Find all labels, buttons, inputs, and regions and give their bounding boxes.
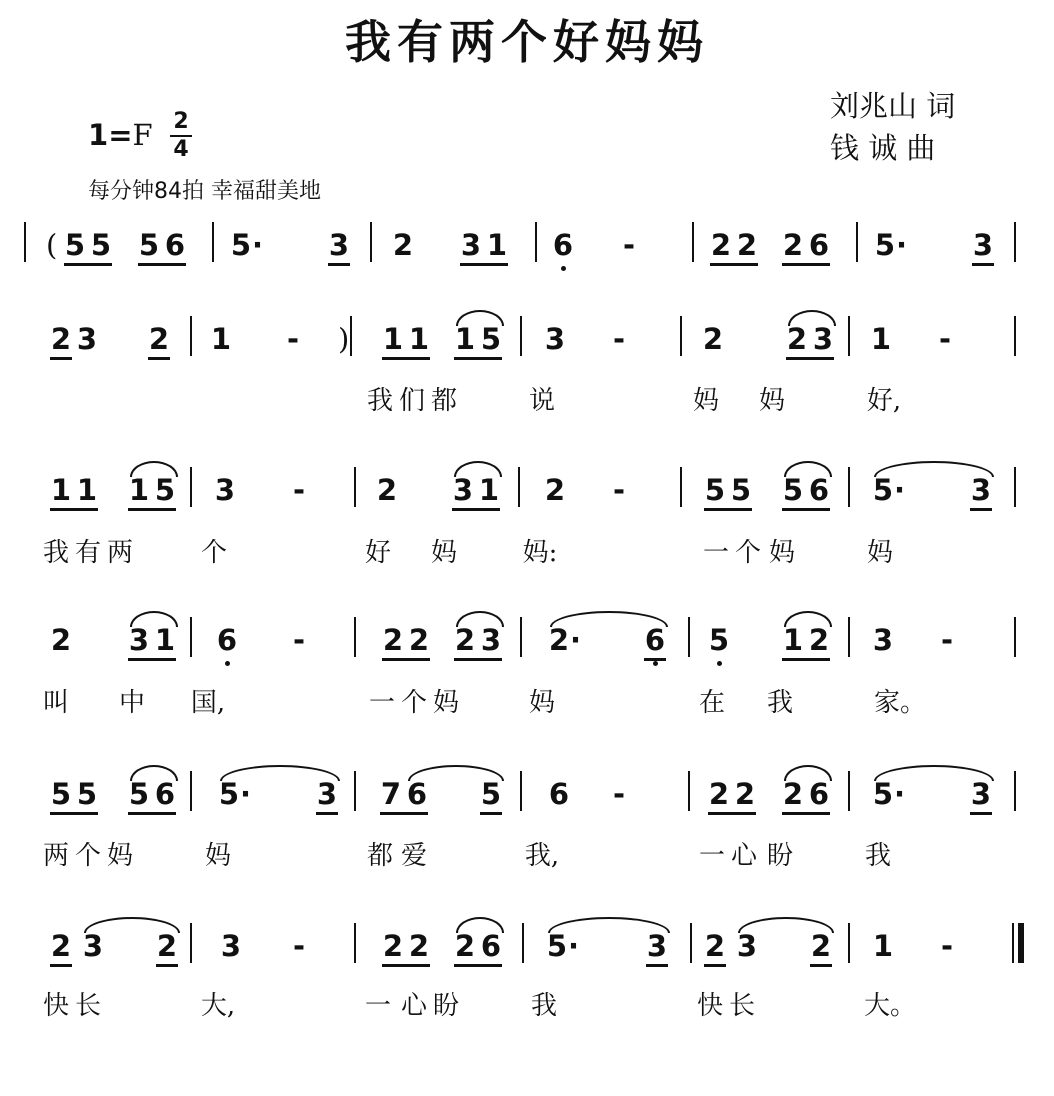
lyric-char: 两 — [106, 538, 133, 568]
jianpu-note: 2 — [50, 929, 72, 963]
underline-beat — [970, 508, 992, 511]
lyric-char: 我 — [864, 841, 891, 871]
final-barline-thin — [1012, 923, 1014, 963]
slur-arc — [220, 765, 340, 781]
jianpu-note: 3 — [76, 322, 98, 356]
extension-dash: - — [940, 623, 954, 657]
jianpu-note: 5 — [128, 777, 150, 811]
jianpu-note: 3 — [214, 473, 236, 507]
lyric-char: 妈 — [106, 841, 133, 871]
underline-beat — [782, 658, 830, 661]
extension-dash: - — [622, 228, 636, 262]
barline — [190, 923, 192, 963]
slur-arc — [456, 611, 504, 627]
jianpu-note: 1 — [50, 473, 72, 507]
lyric-char: 大, — [200, 991, 236, 1021]
jianpu-note: 6 — [164, 228, 186, 262]
jianpu-note: 3 — [646, 929, 668, 963]
jianpu-note: 1 — [408, 322, 430, 356]
jianpu-note: 3 — [972, 228, 994, 262]
underline-beat — [382, 357, 430, 360]
repeat-paren-open: ( — [46, 228, 58, 262]
underline-beat — [704, 964, 726, 967]
barline — [680, 316, 682, 356]
underline-beat — [64, 263, 112, 266]
jianpu-note: 1 — [382, 322, 404, 356]
barline — [190, 617, 192, 657]
slur-arc — [548, 917, 670, 933]
jianpu-note: 5 — [708, 623, 730, 657]
lyric-char: 在 — [698, 688, 725, 718]
barline — [680, 467, 682, 507]
slur-arc — [456, 310, 504, 326]
jianpu-note: 2 — [736, 228, 758, 262]
underline-beat — [972, 263, 994, 266]
lyric-char: 长 — [74, 991, 101, 1021]
jianpu-note: 3 — [82, 929, 104, 963]
jianpu-note: 5 — [230, 228, 252, 262]
underline-beat — [452, 508, 500, 511]
slur-arc — [130, 765, 178, 781]
barline — [520, 316, 522, 356]
augmentation-dot: · — [894, 473, 906, 507]
jianpu-note: 1 — [782, 623, 804, 657]
jianpu-note: 6 — [808, 777, 830, 811]
lyric-char: 有 — [74, 538, 101, 568]
jianpu-note: 5 — [546, 929, 568, 963]
barline — [848, 316, 850, 356]
barline — [350, 316, 352, 356]
underline-beat — [328, 263, 350, 266]
slur-arc — [456, 917, 504, 933]
jianpu-note: 6 — [552, 228, 574, 262]
barline — [518, 467, 520, 507]
barline — [692, 222, 694, 262]
jianpu-note: 2 — [548, 623, 570, 657]
key-note: F — [132, 118, 153, 152]
jianpu-note: 6 — [548, 777, 570, 811]
lyric-char: 中 — [118, 688, 145, 718]
jianpu-note: 6 — [480, 929, 502, 963]
jianpu-note: 2 — [382, 929, 404, 963]
lyric-char: 都 — [366, 841, 393, 871]
slur-arc — [550, 611, 668, 627]
lyric-char: 心 — [730, 841, 757, 871]
lower-octave-dot — [717, 661, 722, 666]
jianpu-note: 1 — [872, 929, 894, 963]
underline-beat — [970, 812, 992, 815]
underline-beat — [480, 812, 502, 815]
barline — [1014, 316, 1016, 356]
jianpu-note: 2 — [734, 777, 756, 811]
barline — [212, 222, 214, 262]
meter-top: 2 — [173, 109, 189, 134]
jianpu-note: 3 — [316, 777, 338, 811]
lyric-char: 盼 — [766, 841, 793, 871]
barline — [848, 771, 850, 811]
lyric-char: 妈 — [432, 688, 459, 718]
underline-beat — [316, 812, 338, 815]
underline-beat — [380, 812, 428, 815]
barline — [354, 617, 356, 657]
lyric-char: 妈 — [528, 688, 555, 718]
barline — [24, 222, 26, 262]
jianpu-note: 3 — [872, 623, 894, 657]
jianpu-note: 5 — [704, 473, 726, 507]
underline-beat — [128, 508, 176, 511]
jianpu-note: 2 — [454, 929, 476, 963]
lyric-char: 两 — [42, 841, 69, 871]
lyric-char: 说 — [528, 386, 555, 416]
lyric-char: 家。 — [874, 688, 927, 718]
lower-octave-dot — [561, 266, 566, 271]
extension-dash: - — [286, 322, 300, 356]
jianpu-note: 2 — [708, 777, 730, 811]
jianpu-note: 2 — [702, 322, 724, 356]
lyric-char: 们 — [398, 386, 425, 416]
lyric-char: 好 — [364, 538, 391, 568]
augmentation-dot: · — [240, 777, 252, 811]
barline — [848, 467, 850, 507]
jianpu-note: 3 — [460, 228, 482, 262]
barline — [190, 771, 192, 811]
jianpu-note: 5 — [154, 473, 176, 507]
lyric-char: 一 — [702, 538, 729, 568]
jianpu-note: 3 — [970, 473, 992, 507]
underline-beat — [148, 357, 170, 360]
slur-arc — [130, 461, 178, 477]
underline-beat — [810, 964, 832, 967]
underline-beat — [382, 964, 430, 967]
jianpu-note: 3 — [970, 777, 992, 811]
jianpu-note: 5 — [90, 228, 112, 262]
slur-arc — [784, 611, 832, 627]
underline-beat — [50, 508, 98, 511]
jianpu-note: 7 — [380, 777, 402, 811]
lyric-char: 妈 — [692, 386, 719, 416]
jianpu-note: 5 — [64, 228, 86, 262]
slur-arc — [130, 611, 178, 627]
lyric-char: 一 — [698, 841, 725, 871]
barline — [370, 222, 372, 262]
jianpu-note: 2 — [156, 929, 178, 963]
barline — [354, 923, 356, 963]
lyric-char: 妈 — [430, 538, 457, 568]
jianpu-note: 2 — [50, 623, 72, 657]
underline-beat — [454, 964, 502, 967]
slur-arc — [738, 917, 834, 933]
lower-octave-dot — [653, 661, 658, 666]
jianpu-note: 5 — [480, 322, 502, 356]
lyric-char: 一 — [368, 688, 395, 718]
jianpu-note: 3 — [220, 929, 242, 963]
jianpu-note: 6 — [406, 777, 428, 811]
barline — [520, 771, 522, 811]
slur-arc — [408, 765, 504, 781]
extension-dash: - — [292, 623, 306, 657]
jianpu-note: 1 — [210, 322, 232, 356]
jianpu-note: 5 — [50, 777, 72, 811]
augmentation-dot: · — [568, 929, 580, 963]
underline-beat — [128, 658, 176, 661]
barline — [690, 923, 692, 963]
extension-dash: - — [938, 322, 952, 356]
jianpu-note: 5 — [874, 228, 896, 262]
lyric-char: 我 — [766, 688, 793, 718]
underline-beat — [138, 263, 186, 266]
jianpu-note: 6 — [216, 623, 238, 657]
jianpu-note: 3 — [128, 623, 150, 657]
extension-dash: - — [940, 929, 954, 963]
lyric-char: 国, — [190, 688, 226, 718]
jianpu-note: 5 — [782, 473, 804, 507]
underline-beat — [782, 812, 830, 815]
jianpu-note: 2 — [454, 623, 476, 657]
barline — [1014, 617, 1016, 657]
augmentation-dot: · — [894, 777, 906, 811]
jianpu-note: 3 — [480, 623, 502, 657]
underline-beat — [782, 508, 830, 511]
jianpu-note: 2 — [782, 228, 804, 262]
composer-credit: 钱 诚 曲 — [830, 131, 936, 165]
lyric-char: 都 — [430, 386, 457, 416]
barline — [535, 222, 537, 262]
jianpu-note: 5 — [76, 777, 98, 811]
lyric-char: 心 — [400, 991, 427, 1021]
barline — [688, 771, 690, 811]
barline — [688, 617, 690, 657]
jianpu-note: 2 — [50, 322, 72, 356]
augmentation-dot: · — [570, 623, 582, 657]
augmentation-dot: · — [896, 228, 908, 262]
underline-beat — [704, 508, 752, 511]
jianpu-note: 2 — [376, 473, 398, 507]
key-degree: 1 — [88, 118, 109, 152]
underline-beat — [128, 812, 176, 815]
jianpu-note: 1 — [454, 322, 476, 356]
lyric-char: 个 — [734, 538, 761, 568]
lyric-char: 盼 — [432, 991, 459, 1021]
lyric-char: 长 — [728, 991, 755, 1021]
jianpu-note: 2 — [544, 473, 566, 507]
lyric-char: 快 — [696, 991, 723, 1021]
extension-dash: - — [612, 473, 626, 507]
slur-arc — [784, 461, 832, 477]
lyric-char: 爱 — [400, 841, 427, 871]
lyric-char: 妈 — [204, 841, 231, 871]
barline — [1014, 222, 1016, 262]
jianpu-note: 2 — [704, 929, 726, 963]
barline — [522, 923, 524, 963]
lyric-char: 妈 — [866, 538, 893, 568]
jianpu-note: 5 — [218, 777, 240, 811]
jianpu-note: 5 — [138, 228, 160, 262]
barline — [848, 923, 850, 963]
jianpu-note: 6 — [644, 623, 666, 657]
jianpu-note: 2 — [810, 929, 832, 963]
lyric-char: 我 — [42, 538, 69, 568]
underline-beat — [708, 812, 756, 815]
underline-beat — [382, 658, 430, 661]
jianpu-note: 2 — [786, 322, 808, 356]
lyric-char: 快 — [42, 991, 69, 1021]
lyric-char: 个 — [400, 688, 427, 718]
repeat-paren-close: ) — [338, 322, 350, 356]
jianpu-note: 1 — [154, 623, 176, 657]
jianpu-note: 6 — [808, 228, 830, 262]
jianpu-note: 2 — [808, 623, 830, 657]
barline — [848, 617, 850, 657]
barline — [190, 316, 192, 356]
jianpu-note: 3 — [328, 228, 350, 262]
song-title: 我有两个好妈妈 — [345, 15, 709, 69]
jianpu-note: 2 — [408, 623, 430, 657]
slur-arc — [784, 765, 832, 781]
lyricist-credit: 刘兆山 词 — [830, 89, 956, 123]
tempo-marking: 每分钟84拍 幸福甜美地 — [88, 179, 321, 204]
extension-dash: - — [292, 473, 306, 507]
lyric-char: 我 — [530, 991, 557, 1021]
underline-beat — [454, 357, 502, 360]
jianpu-note: 5 — [730, 473, 752, 507]
jianpu-note: 2 — [148, 322, 170, 356]
barline — [354, 467, 356, 507]
jianpu-note: 5 — [480, 777, 502, 811]
lyric-char: 叫 — [42, 688, 69, 718]
lyric-char: 一 — [364, 991, 391, 1021]
jianpu-note: 1 — [76, 473, 98, 507]
lower-octave-dot — [225, 661, 230, 666]
final-barline-thick — [1018, 923, 1024, 963]
jianpu-note: 2 — [408, 929, 430, 963]
jianpu-note: 3 — [452, 473, 474, 507]
underline-beat — [50, 964, 72, 967]
slur-arc — [874, 461, 994, 477]
lyric-char: 个 — [74, 841, 101, 871]
underline-beat — [460, 263, 508, 266]
jianpu-note: 3 — [544, 322, 566, 356]
jianpu-note: 1 — [870, 322, 892, 356]
lyric-char: 妈: — [522, 538, 558, 568]
jianpu-note: 6 — [808, 473, 830, 507]
underline-beat — [50, 812, 98, 815]
barline — [1014, 771, 1016, 811]
jianpu-note: 2 — [382, 623, 404, 657]
barline — [1014, 467, 1016, 507]
lyric-char: 妈 — [768, 538, 795, 568]
barline — [520, 617, 522, 657]
jianpu-note: 2 — [710, 228, 732, 262]
lyric-char: 个 — [200, 538, 227, 568]
underline-beat — [710, 263, 758, 266]
jianpu-note: 1 — [128, 473, 150, 507]
underline-beat — [50, 357, 72, 360]
underline-beat — [786, 357, 834, 360]
lyric-char: 我, — [524, 841, 560, 871]
jianpu-note: 2 — [392, 228, 414, 262]
underline-beat — [782, 263, 830, 266]
underline-beat — [454, 658, 502, 661]
key-equals: = — [108, 118, 133, 152]
extension-dash: - — [292, 929, 306, 963]
barline — [190, 467, 192, 507]
lyric-char: 好, — [866, 386, 902, 416]
slur-arc — [84, 917, 180, 933]
meter-bottom: 4 — [173, 137, 189, 162]
jianpu-note: 3 — [812, 322, 834, 356]
extension-dash: - — [612, 777, 626, 811]
slur-arc — [874, 765, 994, 781]
jianpu-note: 6 — [154, 777, 176, 811]
lyric-char: 妈 — [758, 386, 785, 416]
underline-beat — [156, 964, 178, 967]
lyric-char: 我 — [366, 386, 393, 416]
slur-arc — [788, 310, 836, 326]
jianpu-note: 5 — [872, 473, 894, 507]
jianpu-note: 1 — [478, 473, 500, 507]
barline — [354, 771, 356, 811]
jianpu-note: 1 — [486, 228, 508, 262]
jianpu-note: 3 — [736, 929, 758, 963]
jianpu-note: 5 — [872, 777, 894, 811]
extension-dash: - — [612, 322, 626, 356]
barline — [856, 222, 858, 262]
slur-arc — [454, 461, 502, 477]
augmentation-dot: · — [252, 228, 264, 262]
underline-beat — [646, 964, 668, 967]
jianpu-note: 2 — [782, 777, 804, 811]
lyric-char: 大。 — [864, 991, 917, 1021]
